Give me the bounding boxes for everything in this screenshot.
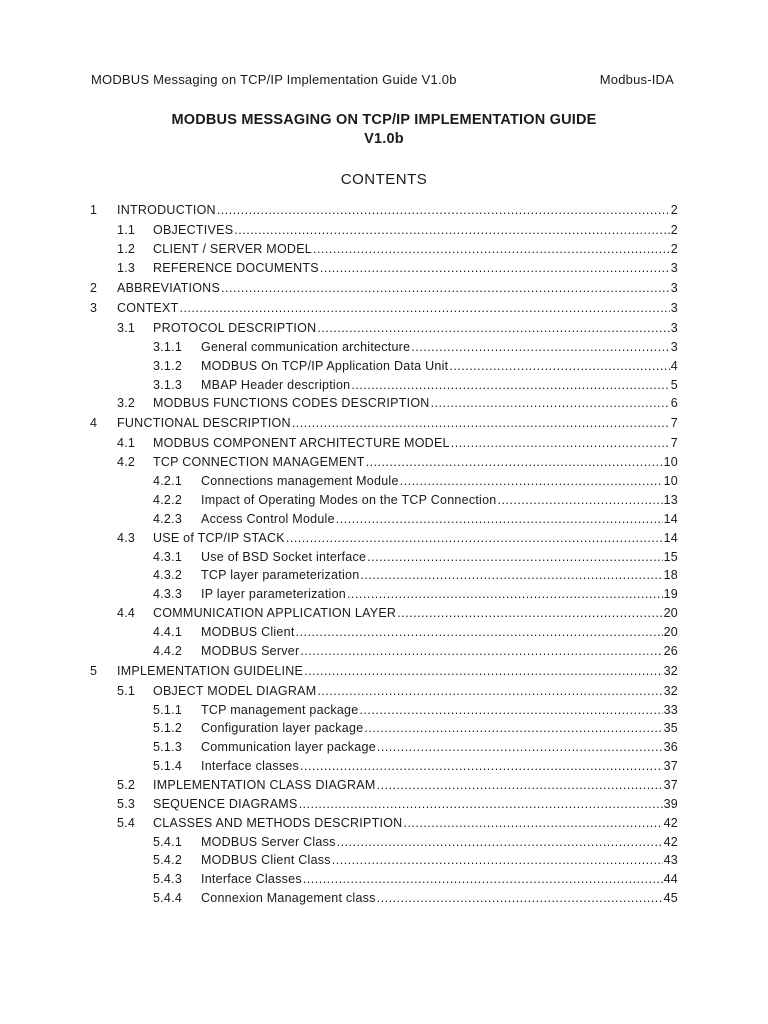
toc-entry-title: MBAP Header description xyxy=(201,377,351,392)
toc-entry-page-number: 3 xyxy=(670,260,678,275)
toc-entry-number: 3.1.2 xyxy=(153,358,183,373)
toc-entry-number: 4.4 xyxy=(117,606,136,621)
toc-entry-title: Impact of Operating Modes on the TCP Connection xyxy=(201,492,497,507)
toc-entry-page-number: 44 xyxy=(663,872,678,887)
toc-entry-page-number: 43 xyxy=(663,853,678,868)
toc-entry-number: 5.1 xyxy=(117,683,136,698)
toc-entry-line xyxy=(201,701,678,720)
toc-entry-page-number: 20 xyxy=(663,624,678,639)
toc-dot-leader xyxy=(367,548,662,567)
toc-entry-line xyxy=(201,585,678,604)
toc-dot-leader xyxy=(451,434,670,453)
toc-dot-leader xyxy=(336,510,663,529)
toc-entry-number: 4.4.1 xyxy=(153,624,183,639)
toc-entry-title: MODBUS COMPONENT ARCHITECTURE MODEL xyxy=(153,436,450,451)
toc-entry-title: IMPLEMENTATION CLASS DIAGRAM xyxy=(153,778,376,792)
toc-entry-line xyxy=(201,357,678,376)
toc-entry-line xyxy=(201,719,678,738)
toc-entry-line xyxy=(201,642,678,661)
toc-entry-line xyxy=(153,776,678,795)
toc-entry-title: TCP layer parameterization xyxy=(201,568,360,583)
toc-entry-title: USE of TCP/IP STACK xyxy=(153,530,285,545)
toc-dot-leader xyxy=(332,851,663,870)
toc-dot-leader xyxy=(347,585,663,604)
table-of-contents xyxy=(90,200,678,908)
toc-entry-title: MODBUS FUNCTIONS CODES DESCRIPTION xyxy=(153,396,430,411)
toc-entry-title: Interface classes xyxy=(201,759,300,774)
document-title xyxy=(0,111,768,149)
toc-entry[interactable] xyxy=(90,414,678,433)
toc-dot-leader xyxy=(303,870,663,889)
toc-entry-page-number: 45 xyxy=(663,891,678,906)
toc-entry[interactable] xyxy=(90,221,678,240)
toc-entry[interactable] xyxy=(90,662,678,681)
toc-entry[interactable] xyxy=(90,851,678,870)
toc-entry[interactable] xyxy=(90,240,678,259)
toc-entry-title: MODBUS On TCP/IP Application Data Unit xyxy=(201,358,449,373)
toc-entry-page-number: 39 xyxy=(663,796,678,811)
toc-entry-number: 3.2 xyxy=(117,396,136,411)
toc-entry-number: 2 xyxy=(90,280,98,295)
toc-entry-line xyxy=(153,259,678,278)
toc-entry-number: 5.4.1 xyxy=(153,834,183,849)
toc-entry[interactable] xyxy=(90,338,678,357)
toc-entry-line xyxy=(201,623,678,642)
toc-entry-title: REFERENCE DOCUMENTS xyxy=(153,260,319,275)
header-document-title: MODBUS Messaging on TCP/IP Implementation Guide V1.0b xyxy=(91,72,457,87)
toc-entry-title: Configuration layer package xyxy=(201,721,364,736)
toc-entry-number: 4.2.2 xyxy=(153,492,183,507)
toc-entry-title: OBJECTIVES xyxy=(153,223,234,238)
toc-entry-line xyxy=(153,814,678,833)
toc-entry-number: 5 xyxy=(90,663,98,678)
toc-entry-line xyxy=(201,566,678,585)
toc-entry[interactable] xyxy=(90,642,678,661)
toc-entry[interactable] xyxy=(90,566,678,585)
toc-dot-leader xyxy=(497,491,662,510)
toc-entry-line xyxy=(201,472,678,491)
toc-entry-number: 3.1 xyxy=(117,321,136,335)
toc-entry-line xyxy=(201,833,678,852)
toc-entry-line xyxy=(201,548,678,567)
toc-entry-number: 5.1.4 xyxy=(153,759,183,774)
toc-entry-title: SEQUENCE DIAGRAMS xyxy=(153,796,298,811)
toc-entry-number: 3 xyxy=(90,300,98,315)
toc-entry-page-number: 26 xyxy=(663,643,678,658)
toc-entry-title: CLIENT / SERVER MODEL xyxy=(153,242,312,257)
toc-dot-leader xyxy=(351,376,669,395)
toc-entry-number: 5.4.4 xyxy=(153,891,183,906)
toc-entry-title: Use of BSD Socket interface xyxy=(201,549,367,564)
toc-entry-page-number: 20 xyxy=(663,606,678,621)
toc-entry[interactable] xyxy=(90,394,678,413)
toc-entry-number: 4.2.1 xyxy=(153,474,183,489)
toc-entry-page-number: 37 xyxy=(663,759,678,774)
toc-entry[interactable] xyxy=(90,585,678,604)
toc-dot-leader xyxy=(286,529,663,548)
toc-entry-page-number: 7 xyxy=(670,416,678,431)
toc-entry-page-number: 10 xyxy=(663,474,678,489)
toc-dot-leader xyxy=(292,414,670,433)
toc-entry-line xyxy=(201,338,678,357)
toc-dot-leader xyxy=(234,221,670,240)
toc-entry[interactable] xyxy=(90,510,678,529)
toc-entry-title: FUNCTIONAL DESCRIPTION xyxy=(117,416,291,431)
toc-dot-leader xyxy=(300,757,663,776)
toc-entry-line xyxy=(201,491,678,510)
toc-entry[interactable] xyxy=(90,795,678,814)
toc-dot-leader xyxy=(296,623,663,642)
toc-entry-number: 5.1.2 xyxy=(153,721,183,736)
toc-entry-page-number: 14 xyxy=(663,530,678,545)
toc-dot-leader xyxy=(217,201,670,220)
toc-entry[interactable] xyxy=(90,472,678,491)
toc-entry-page-number: 6 xyxy=(670,396,678,411)
toc-entry[interactable] xyxy=(90,701,678,720)
toc-entry-number: 3.1.1 xyxy=(153,339,183,354)
toc-entry[interactable] xyxy=(90,453,678,472)
toc-entry-line xyxy=(153,240,678,259)
toc-entry[interactable] xyxy=(90,833,678,852)
toc-entry[interactable] xyxy=(90,529,678,548)
toc-dot-leader xyxy=(360,566,662,585)
toc-dot-leader xyxy=(313,240,670,259)
toc-entry-line xyxy=(153,221,678,240)
toc-entry-line xyxy=(201,851,678,870)
toc-dot-leader xyxy=(221,279,670,298)
toc-dot-leader xyxy=(364,719,662,738)
toc-dot-leader xyxy=(304,662,662,681)
toc-entry-line xyxy=(201,510,678,529)
toc-dot-leader xyxy=(377,776,663,795)
toc-entry-page-number: 33 xyxy=(663,702,678,717)
toc-entry-line xyxy=(201,889,678,908)
toc-entry-page-number: 42 xyxy=(663,815,678,830)
toc-entry[interactable] xyxy=(90,548,678,567)
toc-dot-leader xyxy=(449,357,669,376)
toc-entry-title: PROTOCOL DESCRIPTION xyxy=(153,321,317,335)
toc-entry-number: 4.2.3 xyxy=(153,511,183,526)
toc-entry-page-number: 3 xyxy=(670,321,678,335)
toc-entry[interactable] xyxy=(90,299,678,318)
toc-dot-leader xyxy=(431,394,670,413)
toc-entry-title: IMPLEMENTATION GUIDELINE xyxy=(117,663,304,678)
toc-entry-number: 4.4.2 xyxy=(153,643,183,658)
toc-dot-leader xyxy=(377,738,663,757)
toc-entry-page-number: 3 xyxy=(670,280,678,295)
toc-dot-leader xyxy=(377,889,663,908)
document-title-line-1: MODBUS MESSAGING ON TCP/IP IMPLEMENTATION GUIDE xyxy=(171,112,597,128)
toc-entry-page-number: 2 xyxy=(670,203,678,218)
toc-dot-leader xyxy=(337,833,663,852)
toc-entry-title: INTRODUCTION xyxy=(117,203,216,218)
toc-entry-title: MODBUS Server xyxy=(201,643,300,658)
toc-dot-leader xyxy=(397,604,662,623)
toc-entry[interactable] xyxy=(90,357,678,376)
toc-entry-title: IP layer parameterization xyxy=(201,587,346,602)
toc-entry-page-number: 5 xyxy=(670,377,678,392)
toc-entry-line xyxy=(153,394,678,413)
toc-entry-title: OBJECT MODEL DIAGRAM xyxy=(153,683,317,698)
toc-entry[interactable] xyxy=(90,201,678,220)
toc-entry-title: Connections management Module xyxy=(201,474,399,489)
running-header xyxy=(91,72,674,87)
toc-entry-number: 5.2 xyxy=(117,778,136,792)
toc-dot-leader xyxy=(366,453,663,472)
toc-entry-number: 5.4 xyxy=(117,815,136,830)
toc-entry-page-number: 35 xyxy=(663,721,678,736)
toc-entry-title: General communication architecture xyxy=(201,339,411,354)
toc-entry-title: Access Control Module xyxy=(201,511,335,526)
toc-entry-page-number: 2 xyxy=(670,223,678,238)
toc-entry-number: 4.1 xyxy=(117,436,136,451)
toc-entry-line xyxy=(117,662,678,681)
toc-entry[interactable] xyxy=(90,682,678,701)
toc-entry-page-number: 3 xyxy=(670,339,678,354)
toc-entry-title: TCP management package xyxy=(201,702,359,717)
toc-entry-page-number: 4 xyxy=(670,358,678,373)
toc-entry-page-number: 3 xyxy=(670,300,678,315)
toc-entry[interactable] xyxy=(90,279,678,298)
toc-entry-number: 1.3 xyxy=(117,260,136,275)
toc-dot-leader xyxy=(317,319,669,338)
toc-dot-leader xyxy=(300,642,662,661)
toc-entry-line xyxy=(117,414,678,433)
toc-dot-leader xyxy=(320,259,670,278)
toc-entry[interactable] xyxy=(90,259,678,278)
toc-entry[interactable] xyxy=(90,889,678,908)
toc-entry-page-number: 7 xyxy=(670,436,678,451)
toc-entry[interactable] xyxy=(90,319,678,338)
toc-dot-leader xyxy=(317,682,662,701)
toc-entry-page-number: 19 xyxy=(663,587,678,602)
toc-dot-leader xyxy=(400,472,663,491)
toc-entry-line xyxy=(153,604,678,623)
toc-entry[interactable] xyxy=(90,719,678,738)
toc-entry[interactable] xyxy=(90,814,678,833)
toc-entry[interactable] xyxy=(90,870,678,889)
toc-entry-title: Interface Classes xyxy=(201,872,302,887)
toc-entry-title: MODBUS Client Class xyxy=(201,853,331,868)
toc-entry-number: 4 xyxy=(90,416,98,431)
toc-entry-number: 1.2 xyxy=(117,242,136,257)
toc-entry-number: 1.1 xyxy=(117,223,136,238)
toc-entry-title: Communication layer package xyxy=(201,740,376,755)
toc-entry-line xyxy=(153,319,678,338)
toc-entry-line xyxy=(117,201,678,220)
toc-entry[interactable] xyxy=(90,376,678,395)
toc-entry-title: TCP CONNECTION MANAGEMENT xyxy=(153,455,365,470)
toc-entry-page-number: 2 xyxy=(670,242,678,257)
toc-entry-page-number: 37 xyxy=(663,778,678,792)
toc-entry-title: CLASSES AND METHODS DESCRIPTION xyxy=(153,815,403,830)
toc-entry-number: 5.4.3 xyxy=(153,872,183,887)
toc-entry-line xyxy=(117,279,678,298)
toc-entry-page-number: 32 xyxy=(663,683,678,698)
toc-entry-title: Connexion Management class xyxy=(201,891,376,906)
toc-entry-line xyxy=(153,453,678,472)
toc-entry[interactable] xyxy=(90,491,678,510)
toc-entry-line xyxy=(153,795,678,814)
toc-entry-line xyxy=(201,376,678,395)
toc-entry-title: CONTEXT xyxy=(117,300,179,315)
toc-dot-leader xyxy=(179,299,669,318)
toc-entry-number: 3.1.3 xyxy=(153,377,183,392)
toc-entry-number: 4.3.3 xyxy=(153,587,183,602)
toc-entry-line xyxy=(153,434,678,453)
toc-dot-leader xyxy=(411,338,670,357)
toc-entry-title: MODBUS Client xyxy=(201,624,295,639)
toc-entry-line xyxy=(117,299,678,318)
toc-entry-number: 4.3.1 xyxy=(153,549,183,564)
toc-entry[interactable] xyxy=(90,604,678,623)
document-title-line-2: V1.0b xyxy=(364,131,404,147)
toc-entry-title: MODBUS Server Class xyxy=(201,834,336,849)
toc-entry-number: 4.3 xyxy=(117,530,136,545)
toc-entry-title: COMMUNICATION APPLICATION LAYER xyxy=(153,606,397,621)
toc-dot-leader xyxy=(359,701,662,720)
toc-entry-number: 1 xyxy=(90,203,98,218)
toc-entry[interactable] xyxy=(90,434,678,453)
toc-entry-line xyxy=(201,870,678,889)
header-organization: Modbus-IDA xyxy=(599,72,674,87)
toc-entry-title: ABBREVIATIONS xyxy=(117,280,221,295)
toc-entry-line xyxy=(201,757,678,776)
toc-entry-number: 5.1.3 xyxy=(153,740,183,755)
toc-dot-leader xyxy=(403,814,662,833)
toc-entry-page-number: 42 xyxy=(663,834,678,849)
toc-entry[interactable] xyxy=(90,738,678,757)
toc-entry-number: 4.3.2 xyxy=(153,568,183,583)
toc-entry-number: 5.3 xyxy=(117,796,136,811)
toc-entry-page-number: 13 xyxy=(663,492,678,507)
toc-entry[interactable] xyxy=(90,623,678,642)
toc-entry-number: 5.4.2 xyxy=(153,853,183,868)
toc-entry-page-number: 14 xyxy=(663,511,678,526)
toc-entry[interactable] xyxy=(90,757,678,776)
toc-entry-page-number: 36 xyxy=(663,740,678,755)
toc-dot-leader xyxy=(299,795,663,814)
toc-entry-line xyxy=(153,529,678,548)
toc-entry-page-number: 18 xyxy=(663,568,678,583)
toc-entry[interactable] xyxy=(90,776,678,795)
toc-entry-line xyxy=(153,682,678,701)
toc-entry-page-number: 10 xyxy=(663,455,678,470)
toc-entry-number: 4.2 xyxy=(117,455,136,470)
toc-entry-line xyxy=(201,738,678,757)
toc-entry-page-number: 15 xyxy=(663,549,678,564)
toc-entry-page-number: 32 xyxy=(663,663,678,678)
toc-entry-number: 5.1.1 xyxy=(153,702,183,717)
contents-heading: CONTENTS xyxy=(340,171,428,188)
